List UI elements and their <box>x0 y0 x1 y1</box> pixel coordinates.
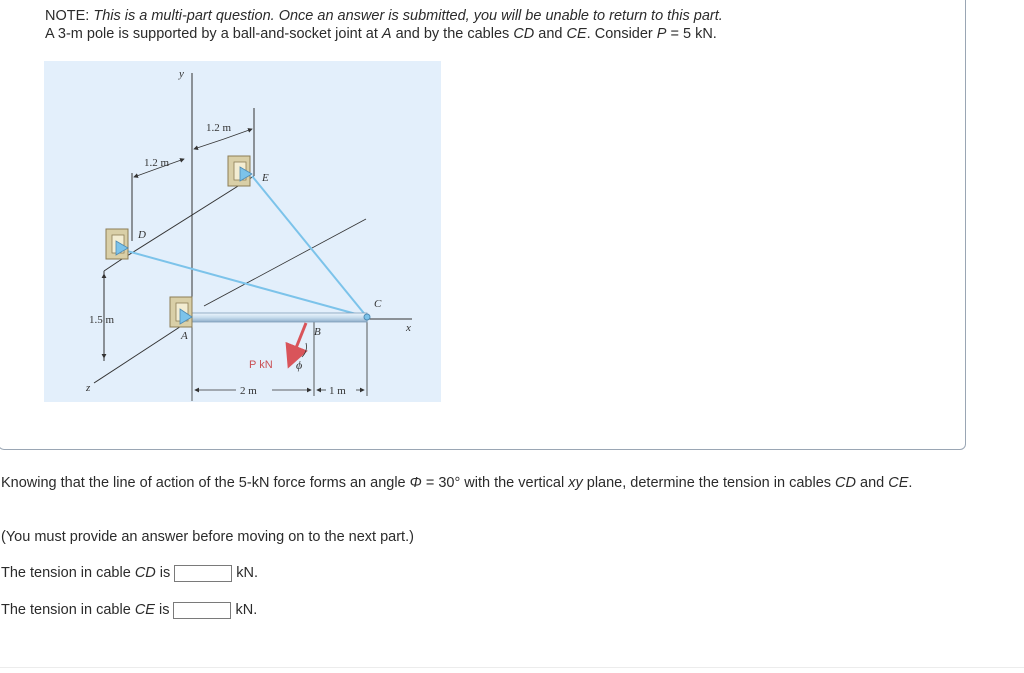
answer-unit: kN. <box>236 565 259 581</box>
problem-text: A 3-m pole is supported by a ball-and-socket joint at <box>45 26 382 42</box>
cable-cd-label: CD <box>513 26 535 42</box>
note-warning: This is a multi-part question. Once an answer is submitted, you will be unable to return to this part. <box>93 8 723 24</box>
problem-text: = 5 kN. <box>666 26 717 42</box>
point-b-label: B <box>314 326 321 338</box>
dim-label-1m: 1 m <box>329 385 346 397</box>
cable-ce-label: CE <box>566 26 587 42</box>
point-c-joint <box>364 314 370 320</box>
phi-label: ϕ <box>296 358 303 372</box>
x-axis-label: x <box>406 322 411 334</box>
dim-label-12-left: 1.2 m <box>144 157 170 169</box>
cable-ce-label: CE <box>888 475 909 491</box>
question-text <box>1 474 971 492</box>
pole-diagram <box>44 61 441 402</box>
answer-unit: kN. <box>235 602 258 618</box>
bracket-a <box>170 297 192 327</box>
problem-text: . Consider <box>586 26 657 42</box>
pole <box>192 313 367 322</box>
answer-row-ce <box>1 601 257 619</box>
tension-cd-input[interactable] <box>174 565 232 582</box>
xy-plane-label: xy <box>568 475 583 491</box>
answer-cable-label: CE <box>134 602 155 618</box>
note-prefix: NOTE: <box>45 8 94 24</box>
page-divider <box>0 667 1024 668</box>
point-a-label: A <box>381 26 392 42</box>
cable-cd-label: CD <box>835 475 856 491</box>
bracket-e <box>228 156 252 186</box>
answer-cable-label: CD <box>134 565 156 581</box>
dim-label-12-top: 1.2 m <box>206 122 232 134</box>
point-c-label: C <box>374 298 382 310</box>
question-part: . <box>908 475 913 491</box>
point-a-label: A <box>181 330 188 342</box>
answer-prefix: The tension in cable <box>1 602 135 618</box>
bracket-d <box>106 229 128 259</box>
question-part: Knowing that the line of action of the 5-kN force forms an angle <box>1 475 410 491</box>
answer-row-cd <box>1 564 258 582</box>
answer-suffix: is <box>154 602 170 618</box>
question-part: and <box>856 475 889 491</box>
point-e-label: E <box>262 172 269 184</box>
dim-label-2m: 2 m <box>240 385 257 397</box>
tension-ce-input[interactable] <box>173 602 231 619</box>
problem-text: and by the cables <box>391 26 514 42</box>
phi-symbol: Φ <box>409 475 422 491</box>
problem-statement <box>45 25 717 43</box>
question-part: = 30° with the vertical <box>421 475 569 491</box>
force-label: P kN <box>249 359 273 371</box>
answer-prefix: The tension in cable <box>1 565 135 581</box>
var-p-label: P <box>656 26 667 42</box>
z-axis-label: z <box>86 382 91 394</box>
problem-text: and <box>534 26 567 42</box>
point-d-label: D <box>138 229 146 241</box>
dim-label-15: 1.5 m <box>89 314 115 326</box>
question-part: plane, determine the tension in cables <box>582 475 836 491</box>
note-text <box>45 7 723 25</box>
answer-suffix: is <box>155 565 171 581</box>
instruction-text: (You must provide an answer before moving on to the next part.) <box>1 529 414 545</box>
y-axis-label: y <box>179 68 184 80</box>
